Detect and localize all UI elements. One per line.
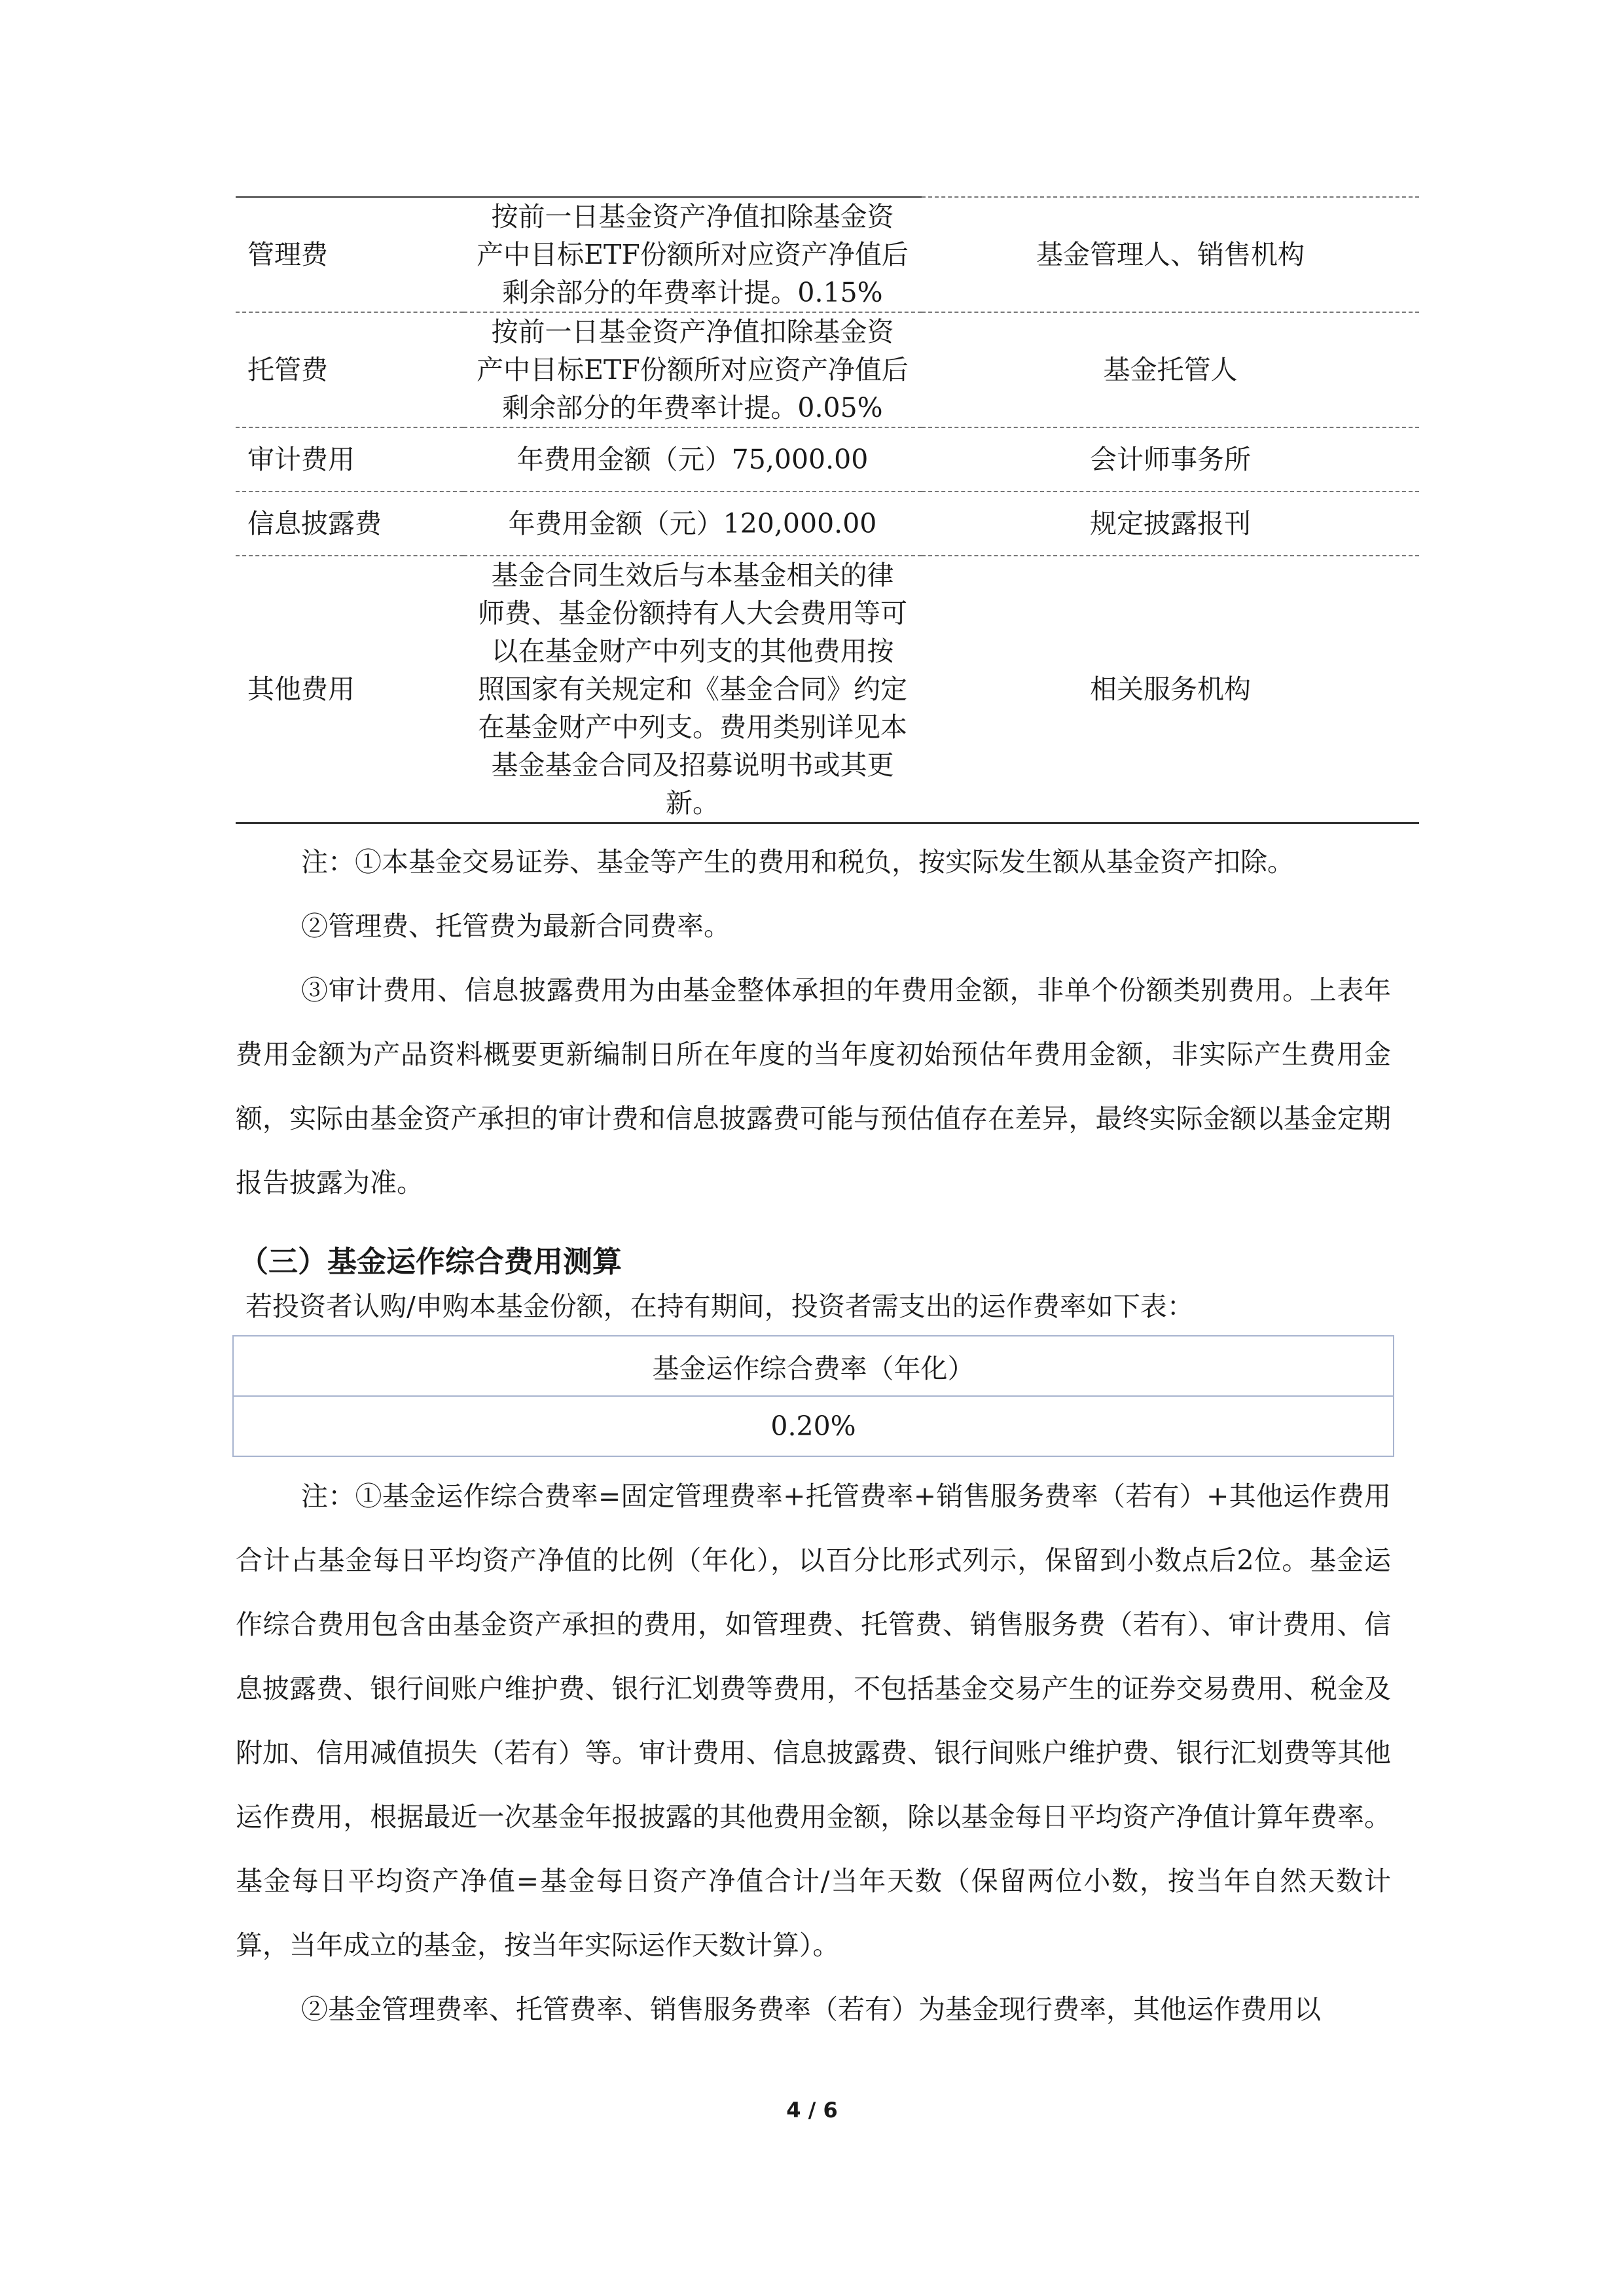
table-row xyxy=(236,312,1419,427)
rate-table-header: 基金运作综合费率（年化） xyxy=(233,1336,1394,1396)
fee-recipient: 相关服务机构 xyxy=(922,556,1419,823)
note-paragraph: ②基金管理费率、托管费率、销售服务费率（若有）为基金现行费率，其他运作费用以 xyxy=(301,1994,1321,2025)
fee-name: 信息披露费 xyxy=(236,492,463,556)
table-row xyxy=(233,1336,1394,1396)
fee-table xyxy=(236,196,1419,824)
fee-rate: 基金合同生效后与本基金相关的律 师费、基金份额持有人大会费用等可 以在基金财产中列支的其他费用按 照国家有关规定和《基金合同》约定 在基金财产中列支。费用类别详见本 基金基金合同及招募说明书或其更 新。 xyxy=(463,556,922,823)
rate-table xyxy=(232,1335,1394,1457)
table-row xyxy=(236,197,1419,312)
fee-name: 其他费用 xyxy=(236,556,463,823)
note-paragraph: ③审计费用、信息披露费用为由基金整体承担的年费用金额，非单个份额类别费用。上表年费用金额为产品资料概要更新编制日所在年度的当年度初始预估年费用金额，非实际产生费用金额，实际由基金资产承担的审计费和信息披露费可能与预估值存在差异，最终实际金额以基金定期报告披露为准。 xyxy=(236,975,1391,1198)
fee-recipient: 规定披露报刊 xyxy=(922,492,1419,556)
table-row xyxy=(236,492,1419,556)
fee-rate: 按前一日基金资产净值扣除基金资 产中目标ETF份额所对应资产净值后 剩余部分的年费率计提。0.05% xyxy=(463,312,922,427)
fee-name: 管理费 xyxy=(236,197,463,312)
fee-recipient: 会计师事务所 xyxy=(922,427,1419,492)
table-row xyxy=(233,1396,1394,1456)
fee-recipient: 基金管理人、销售机构 xyxy=(922,197,1419,312)
page-number: 4 / 6 xyxy=(786,2098,838,2123)
fee-rate: 年费用金额（元）120,000.00 xyxy=(463,492,922,556)
fee-recipient: 基金托管人 xyxy=(922,312,1419,427)
note-paragraph: 注：①基金运作综合费率=固定管理费率+托管费率+销售服务费率（若有）+其他运作费用合计占基金每日平均资产净值的比例（年化），以百分比形式列示，保留到小数点后2位。基金运作综合费用包含由基金资产承担的费用，如管理费、托管费、销售服务费（若有）、审计费用、信息披露费、银行间账户维护费、银行汇划费等费用，不包括基金交易产生的证券交易费用、税金及附加、信用减值损失（若有）等。审计费用、信息披露费、银行间账户维护费、银行汇划费等其他运作费用，根据最近一次基金年报披露的其他费用金额，除以基金每日平均资产净值计算年费率。基金每日平均资产净值=基金每日资产净值合计/当年天数（保留两位小数，按当年自然天数计算，当年成立的基金，按当年实际运作天数计算）。 xyxy=(236,1480,1391,1961)
fee-rate: 年费用金额（元）75,000.00 xyxy=(463,427,922,492)
section-intro: 若投资者认购/申购本基金份额，在持有期间，投资者需支出的运作费率如下表： xyxy=(245,1291,1194,1322)
fee-name: 审计费用 xyxy=(236,427,463,492)
rate-table-value: 0.20% xyxy=(233,1396,1394,1456)
note-paragraph: ②管理费、托管费为最新合同费率。 xyxy=(301,910,731,942)
note-paragraph: 注：①本基金交易证券、基金等产生的费用和税负，按实际发生额从基金资产扣除。 xyxy=(301,846,1294,878)
fee-name: 托管费 xyxy=(236,312,463,427)
table-row xyxy=(236,427,1419,492)
table-row xyxy=(236,556,1419,823)
fee-rate: 按前一日基金资产净值扣除基金资 产中目标ETF份额所对应资产净值后 剩余部分的年费率计提。0.15% xyxy=(463,197,922,312)
section-title: （三）基金运作综合费用测算 xyxy=(239,1244,623,1279)
